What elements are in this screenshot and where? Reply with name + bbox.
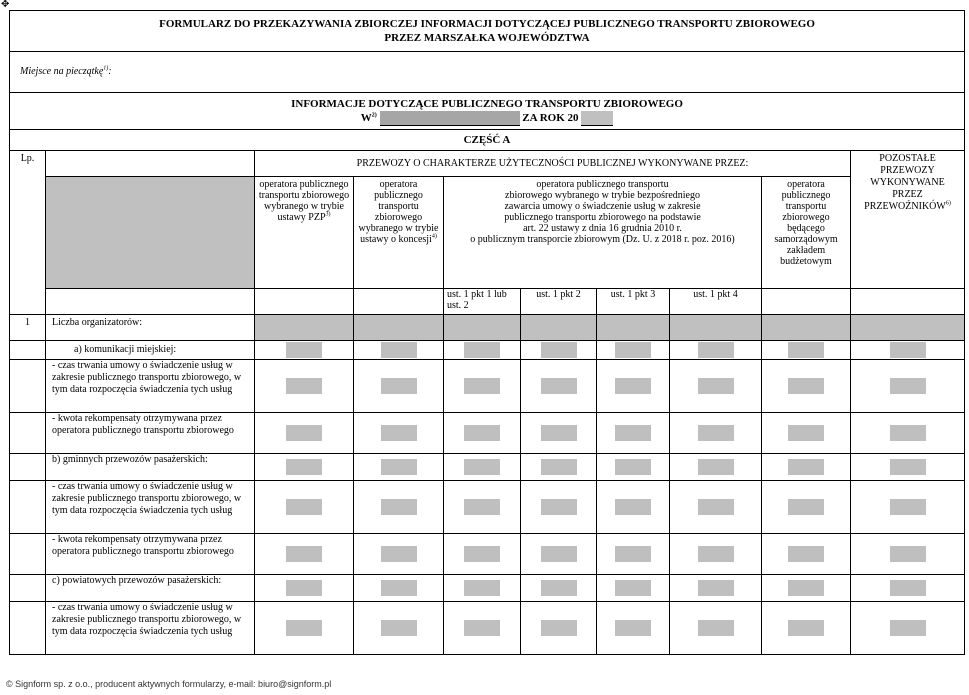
direct-award-line4: publicznego transportu zbiorowego na podstawie (504, 212, 701, 223)
field-a-duration-pzp[interactable] (286, 378, 322, 394)
concession-footnote: 4) (431, 233, 437, 240)
field-b-comp-pkt2[interactable] (541, 546, 577, 562)
field-a-duration-pkt2[interactable] (541, 378, 577, 394)
subheader-pkt4: ust. 1 pkt 4 (670, 289, 762, 315)
field-c-budget[interactable] (788, 580, 824, 596)
row1-cell-pkt2 (521, 315, 597, 341)
field-c-duration-pkt4[interactable] (698, 620, 734, 636)
field-c-pkt4[interactable] (698, 580, 734, 596)
field-a-duration-budget[interactable] (788, 378, 824, 394)
field-c-pzp[interactable] (286, 580, 322, 596)
form-title (10, 11, 965, 52)
field-a-comp-pzp[interactable] (286, 425, 322, 441)
row-c-label: c) powiatowych przewozów pasażerskich: (46, 575, 255, 602)
direct-award-line3: zawarcia umowy o świadczenie usług w zakresie (504, 201, 701, 212)
row1-cell-pzp (255, 315, 354, 341)
lp-blank (10, 575, 46, 602)
other-carriers-header (851, 151, 965, 289)
lp-blank (10, 360, 46, 413)
field-a-comp-concession[interactable] (381, 425, 417, 441)
field-b-duration-concession[interactable] (381, 499, 417, 515)
pzp-subheader-blank (255, 289, 354, 315)
field-b-comp-pzp[interactable] (286, 546, 322, 562)
field-a-duration-other[interactable] (890, 378, 926, 394)
field-b-comp-pkt4[interactable] (698, 546, 734, 562)
field-a-pkt3[interactable] (615, 342, 651, 358)
field-c-pkt3[interactable] (615, 580, 651, 596)
direct-award-line2: zbiorowego wybranego w trybie bezpośredniego (505, 190, 700, 201)
field-b-duration-other[interactable] (890, 499, 926, 515)
direct-award-header (444, 177, 762, 289)
field-b-budget[interactable] (788, 459, 824, 475)
field-c-duration-pkt1[interactable] (464, 620, 500, 636)
row-c-duration-label: - czas trwania umowy o świadczenie usług w zakresie publicznego transportu zbiorowego, w tym data rozpoczęcia świadczenia tych usług (46, 602, 255, 655)
field-a-duration-pkt3[interactable] (615, 378, 651, 394)
year-field[interactable] (581, 111, 613, 126)
field-b-comp-concession[interactable] (381, 546, 417, 562)
field-b-pkt2[interactable] (541, 459, 577, 475)
stamp-place-colon: : (108, 66, 112, 77)
field-b-duration-pkt1[interactable] (464, 499, 500, 515)
row-a-duration-label: - czas trwania umowy o świadczenie usług w zakresie publicznego transportu zbiorowego, w tym data rozpoczęcia świadczenia tych usług (46, 360, 255, 413)
field-b-pkt1[interactable] (464, 459, 500, 475)
row1-cell-pkt3 (597, 315, 670, 341)
direct-award-line6: o publicznym transporcie zbiorowym (Dz. U. z 2018 r. poz. 2016) (470, 234, 735, 245)
label-header-blank (46, 151, 255, 177)
row1-cell-pkt4 (670, 315, 762, 341)
field-a-comp-pkt3[interactable] (615, 425, 651, 441)
field-c-concession[interactable] (381, 580, 417, 596)
public-service-header: PRZEWOZY O CHARAKTERZE UŻYTECZNOŚCI PUBLICZNEJ WYKONYWANE PRZEZ: (255, 151, 851, 177)
row1-cell-budget (762, 315, 851, 341)
subheader-pkt3: ust. 1 pkt 3 (597, 289, 670, 315)
field-c-pkt1[interactable] (464, 580, 500, 596)
field-c-duration-pzp[interactable] (286, 620, 322, 636)
field-b-duration-pkt2[interactable] (541, 499, 577, 515)
form-table (9, 10, 965, 655)
field-b-other[interactable] (890, 459, 926, 475)
row1-cell-other (851, 315, 965, 341)
field-a-comp-other[interactable] (890, 425, 926, 441)
pzp-footnote: 3) (325, 211, 331, 218)
field-a-duration-pkt4[interactable] (698, 378, 734, 394)
field-b-comp-other[interactable] (890, 546, 926, 562)
info-year-label: ZA ROK 20 (522, 111, 579, 124)
info-w-label: W (360, 111, 372, 124)
info-title: INFORMACJE DOTYCZĄCE PUBLICZNEGO TRANSPORTU ZBIOROWEGO (291, 97, 683, 110)
label-subheader-blank (46, 289, 255, 315)
lp-blank (10, 341, 46, 360)
lp-blank (10, 454, 46, 481)
field-b-duration-budget[interactable] (788, 499, 824, 515)
field-a-budget[interactable] (788, 342, 824, 358)
part-a-heading: CZĘŚĆ A (10, 130, 965, 151)
row-b-duration-label: - czas trwania umowy o świadczenie usług w zakresie publicznego transportu zbiorowego, w tym data rozpoczęcia świadczenia tych usług (46, 481, 255, 534)
field-c-pkt2[interactable] (541, 580, 577, 596)
field-b-pzp[interactable] (286, 459, 322, 475)
field-a-comp-pkt1[interactable] (464, 425, 500, 441)
field-c-duration-other[interactable] (890, 620, 926, 636)
field-a-comp-pkt4[interactable] (698, 425, 734, 441)
field-a-concession[interactable] (381, 342, 417, 358)
row1-lp: 1 (10, 315, 46, 341)
field-c-duration-pkt3[interactable] (615, 620, 651, 636)
field-b-comp-budget[interactable] (788, 546, 824, 562)
lp-blank (10, 481, 46, 534)
field-c-duration-concession[interactable] (381, 620, 417, 636)
other-carriers-label: POZOSTAŁE PRZEWOZY WYKONYWANE PRZEZ PRZEWOŹNIKÓW (864, 153, 946, 212)
other-subheader-blank (851, 289, 965, 315)
field-a-comp-pkt2[interactable] (541, 425, 577, 441)
lp-blank (10, 602, 46, 655)
concession-subheader-blank (354, 289, 444, 315)
field-c-other[interactable] (890, 580, 926, 596)
concession-header (354, 177, 444, 289)
field-b-comp-pkt1[interactable] (464, 546, 500, 562)
form-title-line1: FORMULARZ DO PRZEKAZYWANIA ZBIORCZEJ INFORMACJI DOTYCZĄCEJ PUBLICZNEGO TRANSPORTU ZBIOROWEGO (159, 18, 815, 30)
stamp-place-footnote: 1) (103, 65, 109, 72)
subheader-pkt2: ust. 1 pkt 2 (521, 289, 597, 315)
field-a-pzp[interactable] (286, 342, 322, 358)
label-header-gray (46, 177, 255, 289)
row-a-compensation-label: - kwota rekompensaty otrzymywana przez operatora publicznego transportu zbiorowego (46, 413, 255, 454)
direct-award-line1: operatora publicznego transportu (536, 179, 669, 190)
stamp-place (10, 52, 965, 93)
lp-blank (10, 534, 46, 575)
info-section (10, 93, 965, 130)
region-name-field[interactable] (380, 111, 520, 126)
field-b-pkt3[interactable] (615, 459, 651, 475)
subheader-pkt1: ust. 1 pkt 1 lub ust. 2 (444, 289, 521, 315)
field-a-pkt2[interactable] (541, 342, 577, 358)
field-a-pkt4[interactable] (698, 342, 734, 358)
table-move-handle-icon[interactable]: ✥ (1, 0, 10, 10)
row1-cell-pkt1 (444, 315, 521, 341)
budget-entity-header: operatora publicznego transportu zbiorowego będącego samorządowym zakładem budżetowym (762, 177, 851, 289)
field-b-duration-pzp[interactable] (286, 499, 322, 515)
lp-header: Lp. (10, 151, 46, 315)
row1-label: Liczba organizatorów: (46, 315, 255, 341)
field-a-duration-pkt1[interactable] (464, 378, 500, 394)
row-a-label: a) komunikacji miejskiej: (46, 341, 255, 360)
pzp-header (255, 177, 354, 289)
field-a-pkt1[interactable] (464, 342, 500, 358)
lp-blank (10, 413, 46, 454)
field-b-duration-pkt3[interactable] (615, 499, 651, 515)
row1-cell-concession (354, 315, 444, 341)
other-carriers-footnote: 6) (945, 200, 951, 207)
row-b-label: b) gminnych przewozów pasażerskich: (46, 454, 255, 481)
form-title-line2: PRZEZ MARSZAŁKA WOJEWÓDZTWA (384, 32, 590, 44)
concession-label: operatora publicznego transportu zbiorowego wybranego w trybie ustawy o koncesji (358, 179, 439, 245)
budget-subheader-blank (762, 289, 851, 315)
field-b-concession[interactable] (381, 459, 417, 475)
footer-credit: © Signform sp. z o.o., producent aktywnych formularzy, e-mail: biuro@signform.pl (6, 679, 332, 689)
field-a-duration-concession[interactable] (381, 378, 417, 394)
field-b-duration-pkt4[interactable] (698, 499, 734, 515)
field-b-pkt4[interactable] (698, 459, 734, 475)
field-a-comp-budget[interactable] (788, 425, 824, 441)
pzp-label: operatora publicznego transportu zbiorowego wybranego w trybie ustawy PZP (258, 179, 350, 223)
info-w-footnote: 2) (371, 111, 377, 118)
stamp-place-label: Miejsce na pieczątkę (20, 66, 104, 77)
row-b-compensation-label: - kwota rekompensaty otrzymywana przez operatora publicznego transportu zbiorowego (46, 534, 255, 575)
field-c-duration-budget[interactable] (788, 620, 824, 636)
field-b-comp-pkt3[interactable] (615, 546, 651, 562)
field-a-other[interactable] (890, 342, 926, 358)
direct-award-line5: art. 22 ustawy z dnia 16 grudnia 2010 r. (523, 223, 682, 234)
field-c-duration-pkt2[interactable] (541, 620, 577, 636)
